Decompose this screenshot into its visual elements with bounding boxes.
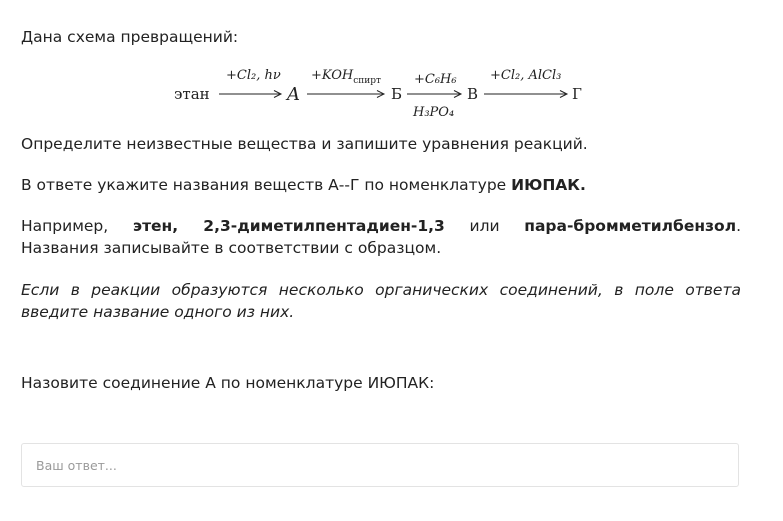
example-text (21, 215, 741, 259)
example-or: или (444, 217, 525, 235)
step2-condition-sub: спирт (353, 76, 382, 86)
step4-condition: +Cl₂, AlCl₃ (490, 68, 562, 83)
example-1: этен, 2,3-диметилпентадиен-1,3 (132, 217, 445, 235)
step1-arrow (219, 91, 281, 98)
step2-condition-main: +KOH (311, 68, 354, 83)
example-prefix: Например, (21, 217, 133, 235)
note-text (21, 279, 741, 323)
task-text: Определите неизвестные вещества и запишите уравнения реакций. (21, 135, 588, 153)
substance-b: Б (391, 85, 403, 103)
example-2: пара-бромметилбензол (524, 217, 737, 235)
answer-input[interactable] (21, 443, 739, 487)
step1-condition: +Cl₂, hν (226, 68, 281, 83)
scheme-start: этан (174, 85, 210, 103)
answer-instruction-bold: ИЮПАК. (511, 176, 586, 194)
example-suffix: . Названия записывайте в соответствии с образцом. (21, 217, 741, 257)
intro-text: Дана схема превращений: (21, 28, 239, 46)
answer-instruction-text: В ответе укажите названия веществ А--Г по номенклатуре (21, 176, 512, 194)
substance-v: В (467, 85, 479, 103)
reaction-scheme (0, 62, 783, 122)
substance-a: A (287, 84, 300, 105)
step4-arrow (484, 91, 567, 98)
question-text: Назовите соединение А по номенклатуре ИЮПАК: (21, 374, 435, 392)
step3-condition-bottom: H₃PO₄ (413, 105, 455, 120)
step2-condition (311, 68, 381, 86)
step3-condition-top: +C₆H₆ (414, 72, 457, 87)
note-italic: Если в реакции образуются несколько органических соединений, в поле ответа введите название одного из них. (21, 281, 741, 321)
step2-arrow (307, 91, 384, 98)
answer-instruction (21, 174, 741, 196)
substance-g: Г (572, 85, 582, 103)
step3-arrow (407, 91, 461, 98)
